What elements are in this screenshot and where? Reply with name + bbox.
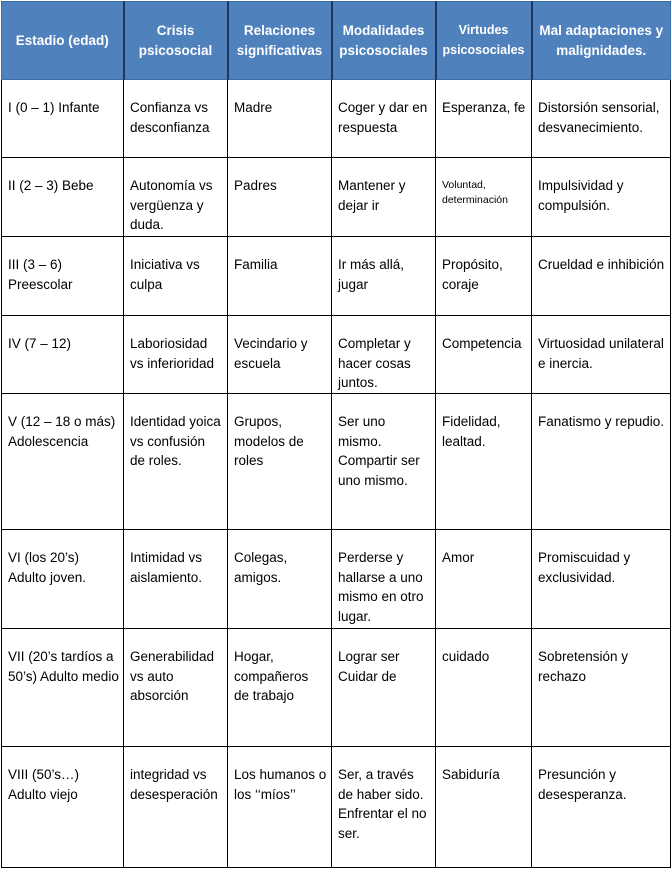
cell-relaciones: Madre [228, 80, 332, 158]
cell-modalidades: Ser uno mismo. Compartir ser uno mismo. [332, 394, 436, 530]
cell-virtudes: Propósito, coraje [436, 237, 532, 316]
header-maladaptaciones: Mal adaptaciones y malignidades. [532, 2, 671, 80]
cell-crisis: Identidad yoica vs confusión de roles. [124, 394, 228, 530]
cell-relaciones: Grupos, modelos de roles [228, 394, 332, 530]
cell-maladaptaciones: Distorsión sensorial, desvanecimiento. [532, 80, 671, 158]
cell-estadio: III (3 – 6) Preescolar [2, 237, 124, 316]
table-row [2, 237, 671, 316]
cell-modalidades: Perderse y hallarse a uno mismo en otro lugar. [332, 530, 436, 629]
cell-virtudes: Sabiduría [436, 747, 532, 868]
cell-relaciones: Hogar, compañeros de trabajo [228, 629, 332, 747]
cell-crisis: Autonomía vs vergüenza y duda. [124, 158, 228, 237]
cell-maladaptaciones: Promiscuidad y exclusividad. [532, 530, 671, 629]
cell-virtudes: Fidelidad, lealtad. [436, 394, 532, 530]
table-row [2, 394, 671, 530]
cell-estadio: I (0 – 1) Infante [2, 80, 124, 158]
cell-modalidades: Ser, a través de haber sido. Enfrentar el no ser. [332, 747, 436, 868]
table-row [2, 530, 671, 629]
cell-relaciones: Colegas, amigos. [228, 530, 332, 629]
cell-maladaptaciones: Sobretensión y rechazo [532, 629, 671, 747]
cell-virtudes: cuidado [436, 629, 532, 747]
cell-virtudes: Amor [436, 530, 532, 629]
cell-estadio: VI (los 20’s) Adulto joven. [2, 530, 124, 629]
cell-crisis: Laboriosidad vs inferioridad [124, 316, 228, 394]
cell-maladaptaciones: Fanatismo y repudio. [532, 394, 671, 530]
cell-estadio: II (2 – 3) Bebe [2, 158, 124, 237]
header-virtudes: Virtudes psicosociales [436, 2, 532, 80]
cell-virtudes: Competencia [436, 316, 532, 394]
cell-modalidades: Completar y hacer cosas juntos. [332, 316, 436, 394]
cell-modalidades: Coger y dar en respuesta [332, 80, 436, 158]
cell-relaciones: Familia [228, 237, 332, 316]
cell-estadio: VIII (50’s…) Adulto viejo [2, 747, 124, 868]
cell-estadio: IV (7 – 12) [2, 316, 124, 394]
header-row [2, 2, 671, 80]
cell-crisis: integridad vs desesperación [124, 747, 228, 868]
cell-crisis: Generabilidad vs auto absorción [124, 629, 228, 747]
cell-maladaptaciones: Impulsividad y compulsión. [532, 158, 671, 237]
header-crisis: Crisis psicosocial [124, 2, 228, 80]
cell-maladaptaciones: Presunción y desesperanza. [532, 747, 671, 868]
cell-maladaptaciones: Crueldad e inhibición [532, 237, 671, 316]
table-row [2, 629, 671, 747]
table-row [2, 80, 671, 158]
erikson-stages-table [1, 1, 671, 868]
cell-modalidades: Ir más allá, jugar [332, 237, 436, 316]
cell-modalidades: Lograr ser Cuidar de [332, 629, 436, 747]
table-row [2, 316, 671, 394]
table-row [2, 747, 671, 868]
header-estadio: Estadio (edad) [2, 2, 124, 80]
cell-relaciones: Vecindario y escuela [228, 316, 332, 394]
cell-estadio: V (12 – 18 o más) Adolescencia [2, 394, 124, 530]
cell-relaciones: Padres [228, 158, 332, 237]
cell-maladaptaciones: Virtuosidad unilateral e inercia. [532, 316, 671, 394]
header-modalidades: Modalidades psicosociales [332, 2, 436, 80]
table-row [2, 158, 671, 237]
cell-virtudes: Esperanza, fe [436, 80, 532, 158]
cell-modalidades: Mantener y dejar ir [332, 158, 436, 237]
header-relaciones: Relaciones significativas [228, 2, 332, 80]
cell-relaciones: Los humanos o los ‘‘míos’’ [228, 747, 332, 868]
cell-crisis: Iniciativa vs culpa [124, 237, 228, 316]
cell-crisis: Confianza vs desconfianza [124, 80, 228, 158]
cell-crisis: Intimidad vs aislamiento. [124, 530, 228, 629]
cell-virtudes: Voluntad, determinación [436, 158, 532, 237]
cell-estadio: VII (20’s tardíos a 50’s) Adulto medio [2, 629, 124, 747]
